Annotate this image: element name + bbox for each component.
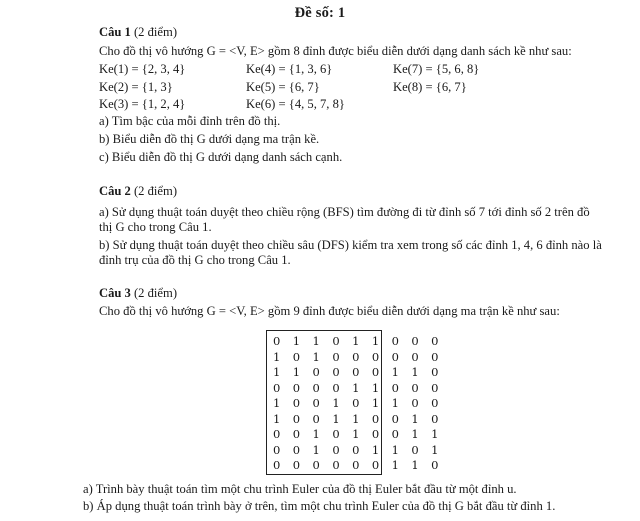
q3-heading [99, 286, 177, 301]
matrix-row: 1 0 1 0 0 0 0 0 0 [273, 349, 443, 364]
q3-item-b: b) Áp dụng thuật toán trình bày ở trên, tìm một chu trình Euler của đồ thị G bắt đầu từ đỉnh 1. [83, 499, 556, 513]
matrix-row: 0 1 1 0 1 1 0 0 0 [273, 334, 443, 348]
q2-line: a) Sử dụng thuật toán duyệt theo chiều rộng (BFS) tìm đường đi từ đỉnh số 7 tới đỉnh số 2 trên đồ [99, 205, 590, 219]
q1-points: (2 điểm) [130, 25, 178, 39]
q1-heading [99, 25, 177, 40]
q3-item-a: a) Trình bày thuật toán tìm một chu trình Euler của đồ thị Euler bắt đầu từ một đỉnh u. [83, 482, 517, 496]
adjacency-entry: Ke(8) = {6, 7} [393, 80, 467, 94]
adjacency-entry: Ke(3) = {1, 2, 4} [99, 97, 186, 111]
matrix-row: 0 0 0 0 1 1 0 0 0 [273, 380, 443, 395]
q1-title: Câu 1 [99, 25, 131, 39]
exam-title: Đề số: 1 [294, 5, 346, 21]
adjacency-entry: Ke(5) = {6, 7} [246, 80, 320, 94]
q1-item-b: b) Biểu diễn đồ thị G dưới dạng ma trận kề. [99, 132, 320, 146]
q2-line: đỉnh trụ của đồ thị G cho trong Câu 1. [99, 253, 291, 267]
adjacency-matrix [266, 330, 443, 475]
q3-points: (2 điểm) [130, 286, 178, 300]
q2-heading [99, 184, 177, 199]
q1-item-c: c) Biểu diễn đồ thị G dưới dạng danh sách cạnh. [99, 150, 343, 164]
matrix-row: 1 1 0 0 0 0 1 1 0 [273, 365, 443, 379]
q1-item-a: a) Tìm bậc của mỗi đỉnh trên đồ thị. [99, 114, 281, 128]
matrix-row: 0 0 1 0 0 1 1 0 1 [273, 442, 443, 457]
q3-intro: Cho đồ thị vô hướng G = <V, E> gồm 9 đỉnh được biểu diễn dưới dạng ma trận kề như sau: [99, 304, 560, 318]
matrix-row: 0 0 0 0 0 0 1 1 0 [273, 458, 443, 472]
q3-title: Câu 3 [99, 286, 131, 300]
q2-line: b) Sử dụng thuật toán duyệt theo chiều sâu (DFS) kiểm tra xem trong số các đỉnh 1, 4, 6 đỉnh nào là [99, 238, 602, 252]
matrix-row: 0 0 1 0 1 0 0 1 1 [273, 427, 443, 441]
adjacency-entry: Ke(2) = {1, 3} [99, 80, 173, 94]
matrix-row: 1 0 0 1 1 0 0 1 0 [273, 411, 443, 426]
adjacency-entry: Ke(6) = {4, 5, 7, 8} [246, 97, 345, 111]
adjacency-entry: Ke(7) = {5, 6, 8} [393, 62, 480, 76]
adjacency-entry: Ke(1) = {2, 3, 4} [99, 62, 186, 76]
q2-points: (2 điểm) [130, 184, 178, 198]
adjacency-entry: Ke(4) = {1, 3, 6} [246, 62, 333, 76]
q2-line: thị G cho trong Câu 1. [99, 220, 212, 234]
matrix-row: 1 0 0 1 0 1 1 0 0 [273, 396, 443, 410]
q2-title: Câu 2 [99, 184, 131, 198]
q1-intro: Cho đồ thị vô hướng G = <V, E> gồm 8 đỉnh được biểu diễn dưới dạng danh sách kề như sau: [99, 44, 572, 58]
